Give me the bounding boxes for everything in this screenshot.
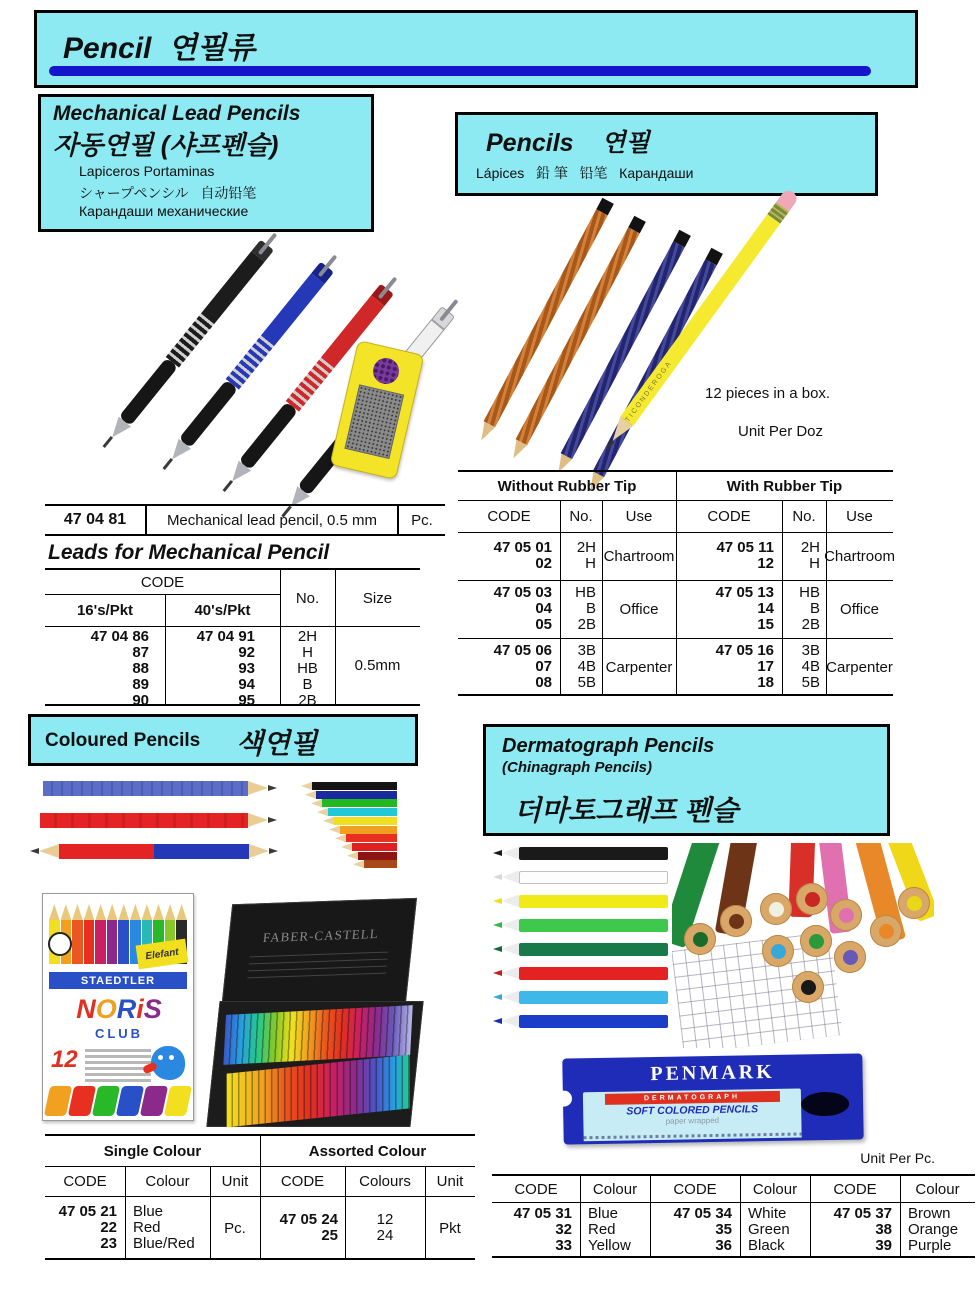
grade-cell: HB B 2B bbox=[575, 584, 596, 633]
code-cell: 47 05 13 14 15 bbox=[715, 584, 774, 633]
dermatograph-table bbox=[492, 1174, 975, 1258]
leads-size-value: 0.5mm bbox=[354, 656, 401, 674]
use-cell: Carpenter bbox=[605, 658, 673, 676]
coloured-pencil-red-blue bbox=[30, 843, 278, 859]
mechanical-pencil-black bbox=[97, 240, 274, 453]
derm-pencil-sky-blue bbox=[493, 990, 668, 1004]
coloured-pencils-fan bbox=[297, 782, 397, 872]
coloured-pencils-panel bbox=[28, 714, 418, 766]
leads-title: Leads for Mechanical Pencil bbox=[48, 541, 330, 564]
page-header bbox=[34, 10, 918, 88]
pencils-panel bbox=[455, 112, 878, 196]
noris-elefant-tag: Elefant bbox=[136, 939, 189, 970]
derm-pencil-dark-green bbox=[493, 942, 668, 956]
mech-title-es: Lapiceros Portaminas bbox=[79, 163, 215, 179]
mechanical-pencil-blue bbox=[157, 262, 334, 475]
code-cell: 47 05 16 17 18 bbox=[715, 642, 774, 691]
page-title-en: Pencil bbox=[63, 32, 152, 65]
code-cell: 47 05 01 02 bbox=[493, 539, 552, 572]
derm-pencil-red bbox=[493, 966, 668, 980]
faber-tin-lid bbox=[221, 898, 417, 1010]
coloured-title-kr: 색연필 bbox=[236, 728, 318, 759]
leads-grades: 2H H HB B 2B bbox=[297, 628, 318, 709]
coloured-pencil-table bbox=[45, 1134, 475, 1260]
col-header-code: CODE bbox=[63, 1173, 107, 1190]
leads-col40-header: 40's/Pkt bbox=[194, 602, 251, 619]
page-title bbox=[63, 23, 255, 67]
col-header-no: No. bbox=[792, 508, 816, 525]
grade-cell: 3B 4B 5B bbox=[577, 642, 596, 691]
leads-codes16: 47 04 86 87 88 89 90 bbox=[90, 628, 149, 709]
dermatograph-panel bbox=[483, 724, 890, 836]
noris-count: 12 bbox=[51, 1046, 78, 1073]
unit-cell: Pkt bbox=[439, 1219, 461, 1237]
col-header-code: CODE bbox=[487, 508, 531, 525]
coloured-pencil-blue bbox=[43, 780, 277, 796]
mech-title-kr: 자동연필 (샤프펜슬) bbox=[53, 130, 279, 160]
noris-box-photo bbox=[42, 893, 194, 1121]
colours-count-cell: 12 24 bbox=[376, 1211, 394, 1244]
faber-castell-tin-photo bbox=[213, 901, 415, 1125]
grade-cell: HB B 2B bbox=[799, 584, 820, 633]
dermatograph-bundle-photo bbox=[672, 843, 934, 1048]
leads-size-header: Size bbox=[362, 589, 393, 607]
derm-pencil-blue bbox=[493, 1014, 668, 1028]
mech-item-unit: Pc. bbox=[411, 511, 433, 529]
col-header-colours: Colours bbox=[359, 1173, 411, 1190]
grade-cell: 2H H bbox=[800, 539, 820, 572]
code-cell: 47 05 06 07 08 bbox=[493, 642, 552, 691]
code-cell: 47 05 34 35 36 bbox=[673, 1205, 732, 1254]
code-cell: 47 05 03 04 05 bbox=[493, 584, 552, 633]
col-header-colour: Colour bbox=[592, 1180, 638, 1198]
use-cell: Chartroom bbox=[824, 547, 895, 565]
noris-scribbles bbox=[47, 1086, 189, 1116]
pencils-langs: Lápices 鉛 筆 铅笔 Карандаши bbox=[476, 165, 694, 181]
col-header-no: No. bbox=[569, 508, 593, 525]
code-cell: 47 05 21 22 23 bbox=[58, 1203, 117, 1252]
mech-item-code: 47 04 81 bbox=[63, 511, 127, 528]
col-header-colour: Colour bbox=[752, 1180, 798, 1198]
without-rubber-header: Without Rubber Tip bbox=[497, 477, 637, 495]
mechanical-lead-pencils-panel bbox=[38, 94, 374, 232]
noris-staedtler-band: STAEDTLER bbox=[49, 972, 187, 989]
noris-seal bbox=[48, 932, 72, 956]
penmark-front-panel bbox=[583, 1088, 802, 1134]
mechanical-pencils-photo bbox=[40, 230, 470, 502]
leads-no-header: No. bbox=[295, 589, 320, 607]
derm-pencil-white bbox=[493, 870, 668, 884]
penmark-line: SOFT COLORED PENCILS bbox=[626, 1103, 759, 1118]
note-unit-doz: Unit Per Doz bbox=[738, 423, 824, 440]
col-header-code: CODE bbox=[280, 1173, 325, 1190]
noris-mascot bbox=[151, 1046, 185, 1080]
derm-subtitle: (Chinagraph Pencils) bbox=[502, 759, 653, 776]
coloured-title: Coloured Pencils bbox=[45, 730, 201, 751]
mech-item-table bbox=[45, 504, 445, 536]
derm-title-kr: 더마토그래프 펜슬 bbox=[514, 795, 739, 826]
derm-title: Dermatograph Pencils bbox=[502, 735, 715, 757]
single-colour-header: Single Colour bbox=[103, 1142, 202, 1160]
noris-club: CLUB bbox=[94, 1026, 144, 1041]
leads-code-header: CODE bbox=[140, 573, 185, 591]
faber-brand: FABER-CASTELL bbox=[262, 926, 380, 946]
use-cell: Chartroom bbox=[603, 547, 675, 565]
rubber-tip-table bbox=[458, 470, 893, 696]
col-header-unit: Unit bbox=[436, 1173, 464, 1190]
colour-cell: Blue Red Yellow bbox=[588, 1205, 631, 1254]
penmark-brand: PENMARK bbox=[650, 1060, 775, 1086]
derm-unit-note: Unit Per Pc. bbox=[860, 1150, 935, 1166]
code-cell: 47 05 37 38 39 bbox=[833, 1205, 892, 1254]
with-rubber-header: With Rubber Tip bbox=[726, 477, 843, 495]
lead-refill-case bbox=[329, 340, 424, 480]
faber-tin-base bbox=[206, 1001, 423, 1127]
col-header-colour: Colour bbox=[915, 1180, 960, 1198]
use-cell: Office bbox=[619, 600, 659, 618]
coloured-pencils-photo bbox=[35, 772, 435, 872]
col-header-use: Use bbox=[846, 508, 873, 525]
code-cell: 47 05 24 25 bbox=[279, 1211, 338, 1244]
penmark-box-photo bbox=[562, 1053, 863, 1144]
pencils-photo bbox=[470, 200, 900, 465]
unit-cell: Pc. bbox=[224, 1219, 246, 1237]
derm-pencil-yellow bbox=[493, 894, 668, 908]
col-header-code: CODE bbox=[673, 1180, 717, 1198]
col-header-use: Use bbox=[625, 508, 653, 525]
use-cell: Office bbox=[840, 600, 879, 618]
penmark-sub: paper wrapped bbox=[665, 1115, 720, 1126]
pencil-brand-label: TICONDEROGA bbox=[623, 359, 674, 424]
col-header-code: CODE bbox=[707, 508, 751, 525]
colour-cell: Brown Orange Purple bbox=[908, 1205, 959, 1254]
leads-codes40: 47 04 91 92 93 94 95 bbox=[196, 628, 255, 709]
col-header-unit: Unit bbox=[221, 1173, 249, 1190]
code-cell: 47 05 11 12 bbox=[716, 539, 774, 572]
coloured-pencil-red bbox=[40, 812, 277, 828]
dermatograph-pencils-photo bbox=[493, 846, 668, 1044]
grade-cell: 3B 4B 5B bbox=[801, 642, 820, 691]
use-cell: Carpenter bbox=[826, 658, 893, 676]
noris-logo: NORiS bbox=[76, 994, 162, 1024]
mech-item-desc: Mechanical lead pencil, 0.5 mm bbox=[166, 511, 378, 529]
mech-title: Mechanical Lead Pencils bbox=[53, 102, 301, 125]
penmark-band: DERMATOGRAPH bbox=[604, 1091, 779, 1105]
grade-cell: 2H H bbox=[576, 539, 596, 572]
note-pieces: 12 pieces in a box. bbox=[705, 385, 831, 402]
colour-cell: White Green Black bbox=[748, 1205, 790, 1254]
mech-title-ja: シャープペンシル 自动铅笔 bbox=[79, 185, 257, 201]
page-title-kr: 연필류 bbox=[168, 32, 255, 65]
pencils-title: Pencils 연필 bbox=[486, 129, 650, 157]
colour-cell: Blue Red Blue/Red bbox=[133, 1203, 195, 1252]
header-underline bbox=[49, 66, 871, 76]
derm-pencil-green bbox=[493, 918, 668, 932]
col-header-code: CODE bbox=[833, 1180, 877, 1198]
code-cell: 47 05 31 32 33 bbox=[513, 1205, 572, 1254]
leads-table bbox=[45, 568, 420, 709]
derm-pencil-black bbox=[493, 846, 668, 860]
assorted-colour-header: Assorted Colour bbox=[308, 1142, 427, 1160]
leads-col16-header: 16's/Pkt bbox=[76, 602, 134, 619]
col-header-colour: Colour bbox=[145, 1173, 190, 1190]
col-header-code: CODE bbox=[514, 1180, 558, 1198]
mech-title-ru: Карандаши механические bbox=[79, 203, 249, 219]
